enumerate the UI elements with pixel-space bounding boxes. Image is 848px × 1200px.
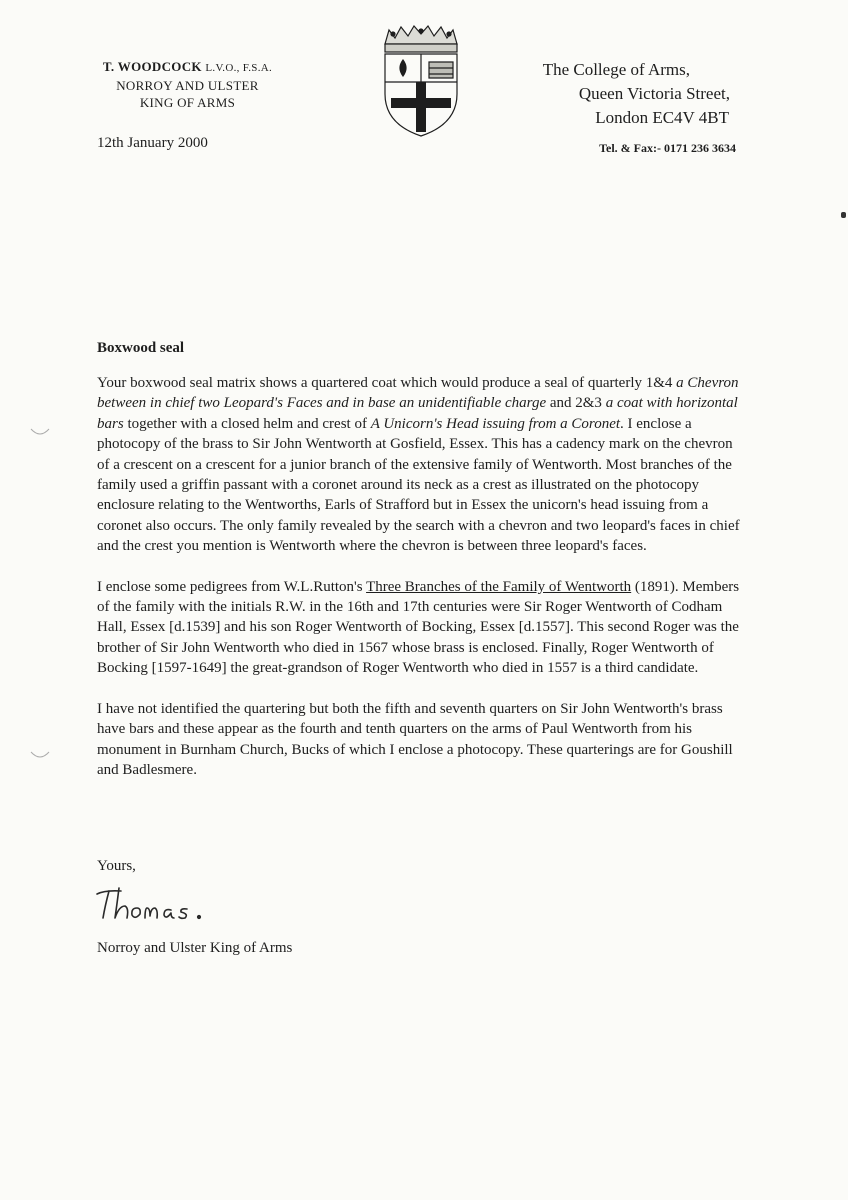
telephone-fax: Tel. & Fax:- 0171 236 3634 [599, 141, 736, 155]
sender-title-line1: NORROY AND ULSTER [116, 78, 259, 93]
sender-name: T. WOODCOCK [102, 59, 202, 74]
body-text: (1891). Members of the family with the initials R.W. in the 16th and 17th centuries were Sir Roger Wentworth of Codham Hall, Essex [d.1539] and his son Roger Wentworth of Bocking, Essex [d.1557]. This second Roger was the brother of Sir John Wentworth who died in 1567 whose brass is enclosed. Finally, Roger Wentworth of Bocking [1597-1649] the great-grandson of Roger Wentworth who died in 1557 is a third candidate. [97, 578, 740, 677]
address-line3: London EC4V 4BT [595, 108, 729, 127]
body-text: together with a closed helm and crest of [123, 415, 371, 432]
blazon-text: A Unicorn's Head issuing from a Coronet [370, 415, 621, 432]
punch-hole-mark [30, 750, 50, 762]
body-paragraph [97, 699, 747, 781]
letter-date: 12th January 2000 [97, 135, 208, 151]
body-text: and 2&3 [546, 395, 606, 412]
body-paragraph [97, 373, 747, 557]
letter-body [97, 373, 747, 800]
body-text: I enclose some pedigrees from W.L.Rutton's [97, 578, 367, 595]
sender-postnominals: L.V.O., F.S.A. [205, 62, 273, 74]
sender-block [60, 58, 315, 111]
sender-title-line2: KING OF ARMS [139, 95, 236, 110]
body-text: Your boxwood seal matrix shows a quartered coat which would produce a seal of quarterly 1&4 [97, 375, 677, 391]
subject-heading: Boxwood seal [97, 340, 185, 356]
punch-hole-mark [30, 427, 50, 439]
closing-salutation: Yours, [97, 858, 136, 874]
address-line1: The College of Arms, [542, 60, 690, 79]
body-paragraph [97, 577, 747, 679]
blazon-text: a Chevron between in chief two Leopard's Faces and in base an unidentifiable charge [97, 375, 739, 412]
address-line2: Queen Victoria Street, [578, 84, 730, 103]
body-text: . I enclose a photocopy of the brass to Sir John Wentworth at Gosfield, Essex. This has a cadency mark on the chevron of a crescent on a crescent for a junior branch of the extensive family of Wentworth. Most branches of the family used a griffin passant with a coronet around its neck as a crest as illustrated on the photocopy enclosure relating to the Wentworths, Earls of Strafford but in Essex the unicorn's head issuing from a coronet also occurs. The only family revealed by the search with a chevron and two leopard's faces in chief and the crest you mention is Wentworth where the chevron is between three leopard's faces. [97, 415, 740, 555]
college-of-arms-crest [381, 24, 461, 138]
body-text: I have not identified the quartering but both the fifth and seventh quarters on Sir John Wentworth's brass have bars and these appear as the fourth and tenth quarters on the arms of Paul Wentworth from his monument in Burnham Church, Bucks of which I enclose a photocopy. These quarterings are for Goushill and Badlesmere. [97, 700, 733, 778]
book-title: Three Branches of the Family of Wentworth [366, 578, 632, 595]
address-block [543, 58, 736, 156]
signoff-title: Norroy and Ulster King of Arms [97, 940, 293, 956]
sender-name-line [60, 58, 315, 77]
handwritten-signature [95, 880, 225, 930]
paper-speck [841, 212, 846, 218]
blazon-text: a coat with horizontal bars [97, 395, 738, 432]
